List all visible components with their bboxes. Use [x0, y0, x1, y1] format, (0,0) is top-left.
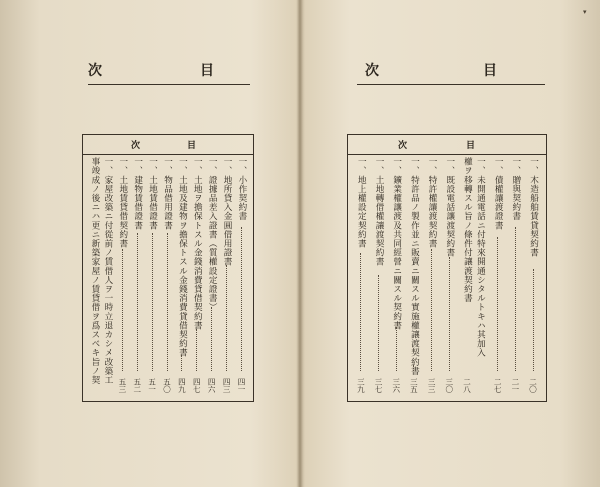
entry-page-number: 二七 [493, 378, 503, 393]
entry-page-number: 二一 [510, 378, 520, 393]
toc-entries [348, 157, 546, 397]
entry-page-number: 五二 [132, 378, 142, 393]
entry-title: 一、建物賃借證書 [132, 157, 143, 230]
leader-dots [196, 329, 197, 371]
toc-top-heading [88, 58, 250, 85]
leader-dots [122, 249, 123, 371]
entry-title: 一、特許權讓渡契約書 [427, 157, 438, 248]
entry-title: 一、物品借用證書 [162, 157, 173, 230]
entry-page-number: 四九 [177, 378, 187, 393]
entry-page-number: 三七 [374, 378, 384, 393]
leader-dots [211, 307, 212, 371]
toc-entry[interactable] [190, 157, 203, 397]
entry-page-number: 三〇 [444, 378, 454, 393]
toc-entry[interactable] [235, 157, 248, 397]
toc-entry[interactable] [161, 157, 174, 397]
toc-entry[interactable] [509, 157, 522, 397]
entry-page-number: 四六 [207, 378, 217, 393]
heading-char-tsugi: 次 [365, 63, 379, 79]
entry-title: 一、小作契約書 [236, 157, 247, 221]
toc-entries [83, 157, 253, 397]
leader-dots [497, 237, 498, 371]
toc-frame [82, 134, 254, 402]
toc-entry[interactable] [443, 157, 456, 397]
leader-dots [360, 253, 361, 371]
entry-title: 一、證據品差入證書（質權設定證書） [207, 157, 218, 312]
page-mark: ▾ [583, 8, 587, 16]
entry-title: 一、債權讓渡證書 [493, 157, 504, 230]
entry-title: 一、贈與契約書 [510, 157, 521, 221]
entry-title: 一、鑛業權讓渡及共同經營ニ關スル契約書 [391, 157, 402, 330]
heading-char-moku: 目 [200, 63, 214, 79]
toc-entry[interactable] [491, 157, 504, 397]
entry-page-number: 五〇 [162, 378, 172, 393]
toc-entry[interactable] [460, 157, 486, 397]
entry-title: 一、土地及建物ヲ擔保トスル金錢消費貸借契約書 [177, 157, 188, 358]
entry-title: 一、家屋改築ニ付從前ノ賃借人ヲ一時立退カシメ改築工事竣成ノ後ニハ更ニ新築家屋ノ賃貸借ヲ爲スベキ旨ノ契 [89, 157, 113, 385]
leader-dots [431, 249, 432, 371]
toc-entry[interactable] [205, 157, 218, 397]
toc-entry[interactable] [372, 157, 385, 397]
toc-entry[interactable] [407, 157, 420, 397]
leader-dots [378, 275, 379, 371]
left-page [0, 0, 297, 487]
frame-heading-char-moku: 目 [187, 141, 197, 151]
toc-entry[interactable] [527, 157, 540, 397]
leader-dots [396, 327, 397, 371]
toc-entry[interactable] [390, 157, 403, 397]
leader-dots [449, 257, 450, 371]
entry-page-number: 二〇 [528, 378, 538, 393]
entry-title: 一、土地賃貸借契約書 [117, 157, 128, 248]
entry-page-number: 三三 [427, 378, 437, 393]
entry-page-number: 五一 [147, 378, 157, 393]
entry-page-number: 四七 [192, 378, 202, 393]
frame-heading-char-moku: 目 [466, 141, 476, 151]
toc-frame [347, 134, 547, 402]
entry-page-number: 三五 [409, 378, 419, 393]
toc-entry[interactable] [131, 157, 144, 397]
toc-entry[interactable] [354, 157, 367, 397]
toc-entry[interactable] [146, 157, 159, 397]
leader-dots [241, 227, 242, 371]
leader-dots [515, 227, 516, 371]
entry-title: 一、土地賃借證書 [147, 157, 158, 230]
toc-entry[interactable] [88, 157, 114, 397]
leader-dots [533, 269, 534, 371]
toc-entry[interactable] [175, 157, 188, 397]
entry-page-number: 五三 [117, 378, 127, 393]
entry-title: 一、既設電話讓渡契約書 [444, 157, 455, 258]
entry-page-number: 四一 [236, 378, 246, 393]
leader-dots [226, 265, 227, 371]
frame-heading-char-tsugi: 次 [131, 141, 141, 151]
entry-title: 一、土地ヲ擔保トスル金錢消費貸借契約書 [192, 157, 203, 330]
entry-page-number: 四三 [222, 378, 232, 393]
toc-frame-heading [348, 135, 546, 155]
entry-title: 一、木造船舶賃貸契約書 [528, 157, 539, 258]
toc-frame-heading [83, 135, 253, 155]
toc-entry[interactable] [116, 157, 129, 397]
entry-page-number: 三六 [391, 378, 401, 393]
heading-char-tsugi: 次 [88, 63, 102, 79]
right-page [303, 0, 600, 487]
entry-page-number: 二八 [462, 378, 472, 393]
toc-entry[interactable] [425, 157, 438, 397]
toc-top-heading [357, 58, 545, 85]
leader-dots [181, 355, 182, 371]
entry-title: 一、特許品ノ製作並ニ販賣ニ關スル實施權讓渡契約書 [409, 157, 420, 376]
leader-dots [152, 233, 153, 371]
frame-heading-char-tsugi: 次 [398, 141, 408, 151]
entry-page-number: 三九 [356, 378, 366, 393]
leader-dots [413, 365, 414, 371]
entry-title: 一、土地轉借權讓渡契約書 [374, 157, 385, 267]
entry-title: 一、未開通電話ニ付特來開通シタルトキハ其加入權ヲ移轉スル旨ノ條件付讓渡契約書 [462, 157, 486, 358]
leader-dots [167, 233, 168, 371]
toc-entry[interactable] [220, 157, 233, 397]
heading-char-moku: 目 [483, 63, 497, 79]
entry-title: 一、地所貸入金圓借用證書 [222, 157, 233, 267]
leader-dots [137, 233, 138, 371]
entry-title: 一、地上權設定契約書 [356, 157, 367, 248]
